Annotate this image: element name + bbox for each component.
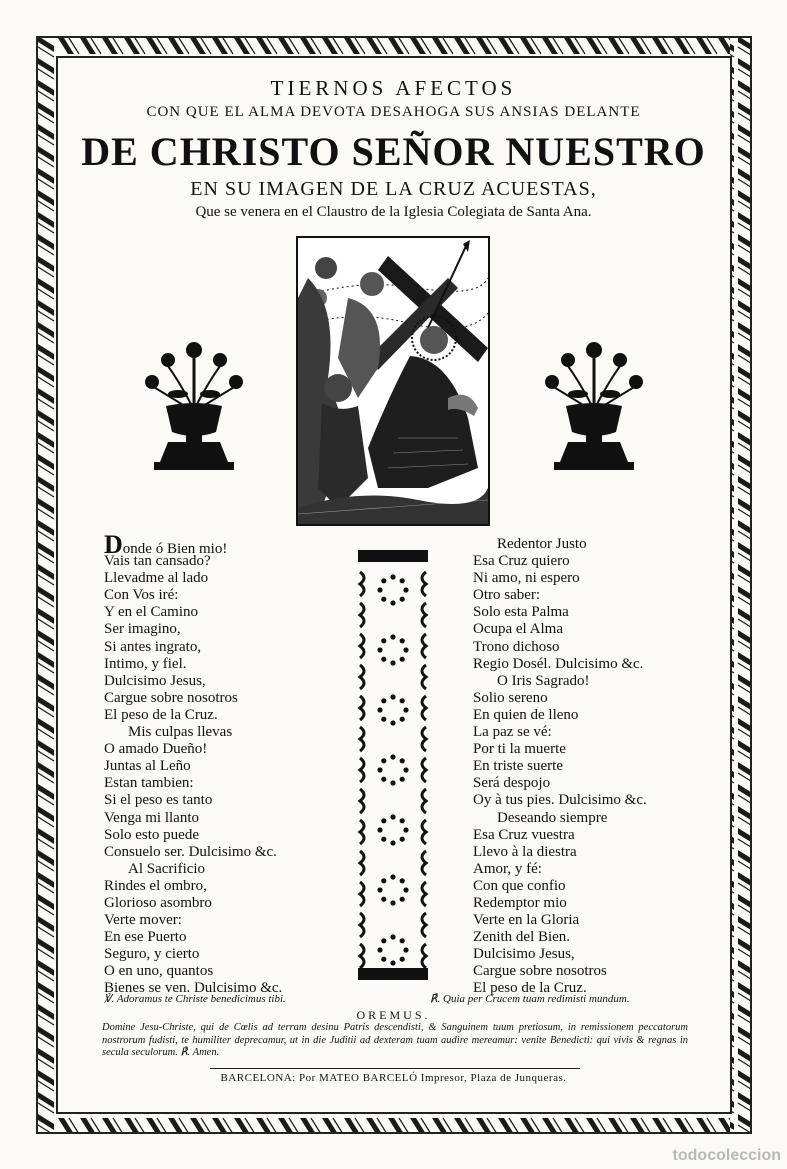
poem-line-text: Si antes ingrato, <box>104 638 202 655</box>
watermark: todocoleccion <box>672 1147 781 1164</box>
poem-line <box>473 810 647 827</box>
poem-line <box>104 758 282 775</box>
ornament-scroll <box>360 634 364 658</box>
ornament-scroll <box>422 634 426 658</box>
poem-line <box>473 775 647 792</box>
poem-line-text: En quien de lleno <box>473 706 579 723</box>
ornament-scroll <box>422 882 426 906</box>
poem-line-text: O Iris Sagrado! <box>497 672 590 689</box>
title-line-4: EN SU IMAGEN DE LA CRUZ ACUESTAS, <box>190 178 597 200</box>
ornament-star <box>381 878 386 883</box>
poem-line <box>473 758 647 775</box>
poem-line-text: Solio sereno <box>473 689 548 706</box>
ornament-star <box>377 887 382 892</box>
ornament-scroll <box>422 758 426 782</box>
woodcut-christ-carrying-cross <box>296 236 490 526</box>
poem-line <box>473 604 647 621</box>
ornament-scroll <box>360 603 364 627</box>
ornament-scroll <box>422 913 426 937</box>
ornament-scroll <box>422 572 426 596</box>
versicle: ℣. Adoramus te Christe benedicimus tibi. <box>104 993 286 1005</box>
ornament-star <box>390 600 395 605</box>
ornament-star <box>381 938 386 943</box>
poem-line-text: Deseando siempre <box>497 809 608 826</box>
poem-line-text: Zenith del Bien. <box>473 929 571 946</box>
imprint-rule <box>210 1068 580 1069</box>
ornament-star <box>390 720 395 725</box>
ornament-scroll <box>422 665 426 689</box>
poem-line <box>473 946 647 963</box>
poem-line-text: Consuelo ser. Dulcisimo &c. <box>104 843 277 860</box>
poem-line-text: Estan tambien: <box>104 775 194 792</box>
ornament-star <box>400 897 405 902</box>
ornament-star <box>400 957 405 962</box>
poem-line-text: Con que confio <box>473 877 566 894</box>
ornament-star <box>377 647 382 652</box>
poem-line <box>104 553 282 570</box>
poem-line-text: Rindes el ombro, <box>104 877 207 894</box>
poem-line <box>473 570 647 587</box>
poem-line <box>473 844 647 861</box>
poem-line <box>104 604 282 621</box>
poem-line-text: Verte mover: <box>104 912 182 929</box>
poem-line <box>104 724 282 741</box>
ornament-scroll <box>360 944 364 968</box>
poem-line-text: Será despojo <box>473 775 551 792</box>
poem-line-text: Dulcisimo Jesus, <box>473 946 575 963</box>
ornament-star <box>390 634 395 639</box>
poem-line <box>104 844 282 861</box>
poem-line-text: Oy à tus pies. Dulcisimo &c. <box>473 792 647 809</box>
woodcut-illustration <box>298 238 488 524</box>
poem-line-text: Vais tan cansado? <box>104 553 211 570</box>
poem-line <box>104 570 282 587</box>
poem-line-text: Esa Cruz quiero <box>473 553 570 570</box>
poem-line <box>104 639 282 656</box>
poem-line-text: El peso de la Cruz. <box>473 980 587 997</box>
ornament-star <box>390 874 395 879</box>
poem-line <box>473 536 647 553</box>
ornament-star <box>381 758 386 763</box>
ornament-star <box>390 900 395 905</box>
ornament-scroll <box>422 603 426 627</box>
ornament-bar <box>358 550 428 562</box>
ornament-star <box>403 707 408 712</box>
poem-line-text: Por ti la muerte <box>473 741 566 758</box>
ornament-star <box>381 597 386 602</box>
ornament-star <box>377 767 382 772</box>
poem-line <box>104 929 282 946</box>
ornament-star <box>390 960 395 965</box>
ornament-star <box>381 957 386 962</box>
poem-line-text: Bienes se ven. Dulcisimo &c. <box>104 980 283 997</box>
poem-line <box>473 707 647 724</box>
ornament-star <box>377 707 382 712</box>
ornament-star <box>381 717 386 722</box>
poem-line-text: Redentor Justo <box>497 536 587 552</box>
ornament-star <box>400 717 405 722</box>
ornament-star <box>381 657 386 662</box>
ornament-star <box>403 647 408 652</box>
ornament-scroll <box>360 572 364 596</box>
poem-line-text: Redemptor mio <box>473 894 567 911</box>
drop-capital: D <box>104 530 123 559</box>
ornament-star <box>403 767 408 772</box>
poem-line-text: Venga mi llanto <box>104 809 199 826</box>
ornament-star <box>400 597 405 602</box>
poem-line <box>104 792 282 809</box>
poem-line <box>104 587 282 604</box>
ornament-star <box>381 818 386 823</box>
ornament-star <box>400 837 405 842</box>
poem-line <box>104 741 282 758</box>
response: ℟. Quia per Crucem tuam redimisti mundum. <box>430 993 630 1005</box>
title-line-5: Que se venera en el Claustro de la Iglesia Colegiata de Santa Ana. <box>195 204 592 220</box>
ornament-scroll <box>422 944 426 968</box>
poem-line <box>104 656 282 673</box>
poem-line <box>104 878 282 895</box>
ornament-star <box>377 587 382 592</box>
ornament-scroll <box>422 727 426 751</box>
poem-line-text: En ese Puerto <box>104 929 187 946</box>
poem-line <box>473 792 647 809</box>
ornament-star <box>381 578 386 583</box>
ornament-star <box>400 777 405 782</box>
poem-line <box>104 946 282 963</box>
poem-line <box>473 741 647 758</box>
ornament-star <box>381 638 386 643</box>
poem-line-text: En triste suerte <box>473 758 563 775</box>
poem-line-text: Ni amo, ni espero <box>473 570 580 587</box>
ornament-bar <box>358 968 428 980</box>
central-ornament-column <box>352 550 434 982</box>
poem-line <box>473 963 647 980</box>
poem-line-text: Si el peso es tanto <box>104 792 213 809</box>
poem-line <box>473 724 647 741</box>
poem-line <box>473 690 647 707</box>
ornament-star <box>400 657 405 662</box>
poem-line-text: Mis culpas llevas <box>128 724 233 741</box>
ornament-star <box>381 698 386 703</box>
poem-line <box>104 673 282 690</box>
poem-line-text: Al Sacrificio <box>128 860 206 877</box>
ornament-star <box>403 947 408 952</box>
title-line-1: TIERNOS AFECTOS <box>270 76 517 100</box>
ornament-scroll <box>360 665 364 689</box>
poem-line <box>473 827 647 844</box>
poem-column-right <box>473 536 647 998</box>
poem-line-text: El peso de la Cruz. <box>104 706 218 723</box>
poem-line-text: Y en el Camino <box>104 604 199 621</box>
oremus-heading: OREMUS. <box>356 1008 431 1022</box>
poem-line <box>473 878 647 895</box>
ornament-star <box>390 814 395 819</box>
ornament-scroll <box>360 851 364 875</box>
ornament-star <box>390 660 395 665</box>
poem-line-text: Llevadme al lado <box>104 570 209 587</box>
ornament-star <box>403 887 408 892</box>
poem-line-text: Seguro, y cierto <box>104 946 200 963</box>
poem-line-text: Otro saber: <box>473 587 541 604</box>
poem-line-text: Cargue sobre nosotros <box>104 689 238 706</box>
ornament-scroll <box>360 758 364 782</box>
poem-line <box>104 690 282 707</box>
ornament-star <box>400 578 405 583</box>
poem-line-text: Intimo, y fiel. <box>104 655 187 672</box>
ornament-star <box>390 840 395 845</box>
poem-line <box>473 895 647 912</box>
poem-line-text: Verte en la Gloria <box>473 912 580 929</box>
poem-line <box>473 587 647 604</box>
ornament-scroll <box>360 913 364 937</box>
poem-line-text: onde ó Bien mio! <box>122 541 228 557</box>
poem-line <box>104 827 282 844</box>
poem-line-text: Ser imagino, <box>104 621 181 638</box>
ornament-scroll <box>360 820 364 844</box>
ornament-scroll <box>422 696 426 720</box>
poem-line-text: Juntas al Leño <box>104 758 191 775</box>
poem-line-text: Llevo à la diestra <box>473 843 577 860</box>
poem-line <box>104 895 282 912</box>
printer-imprint: BARCELONA: Por MATEO BARCELÓ Impresor, Plaza de Junqueras. <box>220 1072 567 1084</box>
poem-line <box>104 861 282 878</box>
poem-line <box>473 656 647 673</box>
poem-line-text: Cargue sobre nosotros <box>473 963 607 980</box>
poem-line-text: Regio Dosél. Dulcisimo &c. <box>473 655 644 672</box>
poem-line-text: Solo esta Palma <box>473 604 569 621</box>
ornament-scroll <box>422 820 426 844</box>
flower-vase-ornament-right <box>538 336 650 476</box>
poem-line-text: Con Vos iré: <box>104 587 179 604</box>
ornament-star <box>403 827 408 832</box>
ornament-star <box>390 780 395 785</box>
ornament-star <box>390 694 395 699</box>
poem-line <box>104 621 282 638</box>
poem-line <box>104 530 282 559</box>
poem-line-text: Solo esto puede <box>104 826 199 843</box>
ornament-star <box>400 638 405 643</box>
poem-line <box>473 929 647 946</box>
ornament-scroll <box>360 882 364 906</box>
ornament-star <box>400 698 405 703</box>
ornament-star <box>390 754 395 759</box>
poem-line <box>473 621 647 638</box>
ornament-star <box>390 574 395 579</box>
ornament-scroll <box>360 789 364 813</box>
main-title: DE CHRISTO SEÑOR NUESTRO <box>81 129 706 174</box>
ornament-star <box>400 758 405 763</box>
poem-line <box>104 963 282 980</box>
ornament-star <box>381 777 386 782</box>
poem-line <box>104 810 282 827</box>
poem-line <box>104 912 282 929</box>
poem-line-text: Dulcisimo Jesus, <box>104 672 206 689</box>
prayer-text: Domine Jesu-Christe, qui de Cœlis ad terram desinu Patris descendisti, & Sanguinem tuum pretiosum, in remissionem peccatorum nostrorum fudisti, te humiliter deprecamur, ut in die Juditii ad dexteram tuam audire mereamur: venite Benedicti: qui vivis & regnas in secula seculorum. ℟. Amen. <box>102 1022 688 1058</box>
poem-line <box>473 553 647 570</box>
poem-line-text: La paz se vé: <box>473 724 552 741</box>
poem-line-text: Amor, y fé: <box>473 860 542 877</box>
title-line-2: CON QUE EL ALMA DEVOTA DESAHOGA SUS ANSIAS DELANTE <box>146 104 641 120</box>
poem-line-text: Trono dichoso <box>473 638 560 655</box>
ornament-star <box>400 938 405 943</box>
ornament-star <box>377 947 382 952</box>
ornament-scroll <box>360 727 364 751</box>
ornament-scroll <box>360 696 364 720</box>
ornament-star <box>381 837 386 842</box>
poem-line <box>473 639 647 656</box>
poem-line <box>473 673 647 690</box>
ornament-scroll <box>422 789 426 813</box>
ornament-star <box>400 878 405 883</box>
poem-line-text: Esa Cruz vuestra <box>473 826 575 843</box>
ornament-star <box>377 827 382 832</box>
ornament-scroll <box>422 851 426 875</box>
poem-column-left <box>104 530 283 998</box>
ornament-star <box>381 897 386 902</box>
ornament-star <box>400 818 405 823</box>
poem-line-text: O en uno, quantos <box>104 963 214 980</box>
poem-line <box>473 912 647 929</box>
poem-line <box>104 707 282 724</box>
poem-line <box>473 861 647 878</box>
ornament-star <box>403 587 408 592</box>
poem-line <box>104 775 282 792</box>
poem-line-text: Glorioso asombro <box>104 894 212 911</box>
ornament-star <box>390 934 395 939</box>
flower-vase-ornament-left <box>138 336 250 476</box>
poem-line-text: Ocupa el Alma <box>473 621 563 638</box>
poem-line-text: O amado Dueño! <box>104 741 208 758</box>
